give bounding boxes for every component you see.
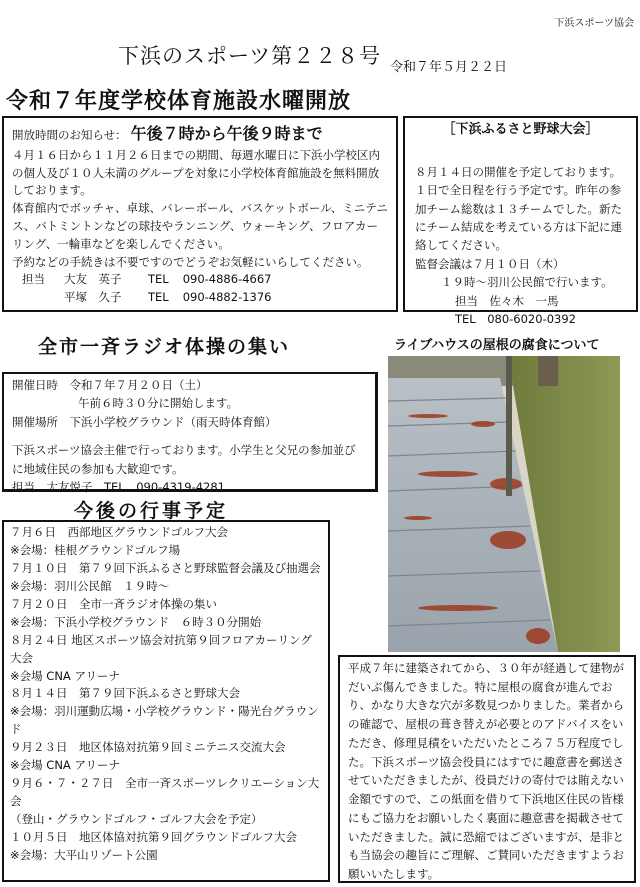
event-line: ９月２３日 地区体協対抗第９回ミニテニス交流大会	[10, 740, 286, 755]
contact-row	[12, 271, 388, 289]
baseball-title: ［下浜ふるさと野球大会］	[442, 122, 599, 137]
livehouse-title: ライブハウスの屋根の腐食について	[394, 338, 600, 353]
livehouse-body: 平成７年に建築されてから、３０年が経過して建物がだいぶ傷んできました。特に屋根の腐食が進んでおり、かなり大きな穴が多数見つかりました。業者からの確認で、屋根の葺き替えが必要とのアドバイスをいただき、修理見積をいただいたところ７５万程度でした。下浜スポーツ協会役員にはすでに趣意書を郵送させていただきましたが、役員だけの寄付では賄えない金額ですので、この紙面を借りて下浜地区住民の皆様にもご協力をお願いしたく裏面に趣意書を掲載させていただきました。誠に恐縮ではございますが、是非とも当協会の趣旨にご理解、ご賛同いただきますようお願いいたします。	[348, 661, 624, 882]
livehouse-box	[338, 655, 636, 883]
open-notice-paragraph: 体育館内でボッチャ、卓球、バレーボール、バスケットボール、ミニテニス、バトミントンなどの球技やランニング、ウォーキング、フロアカーリング、一輪車などを楽しんでください。	[12, 201, 388, 251]
baseball-box	[403, 116, 638, 326]
issue-date: 令和７年５月２２日	[390, 60, 508, 75]
contact-row	[12, 289, 388, 307]
radio-date: 開催日時 令和７年７月２０日（土）	[12, 378, 208, 392]
contact-name: 平塚 久子	[64, 290, 122, 305]
contact-tel-label: TEL	[148, 272, 169, 287]
radio-time: 午前６時３０分に開始します。	[78, 396, 239, 411]
event-line: ※会場：大平山リゾート公園	[10, 847, 158, 862]
event-line: ※会場：羽川運動広場・小学校グラウンド・陽光台グラウンド	[10, 704, 319, 737]
baseball-meeting-time: １９時～羽川公民館で行います。	[441, 275, 613, 290]
event-line: ※会場：羽川公民館 １９時～	[10, 578, 170, 593]
organization-name: 下浜スポーツ協会	[554, 18, 634, 29]
event-line: ８月１４日 第７９回下浜ふるさと野球大会	[10, 686, 240, 701]
contact-tel: 090-4882-1376	[182, 290, 272, 305]
radio-exercise-title: 全市一斉ラジオ体操の集い	[38, 336, 291, 358]
event-line: ８月２４日 地区スポーツ協会対抗第９回フロアカーリング大会	[10, 632, 312, 665]
main-heading: 令和７年度学校体育施設水曜開放	[6, 89, 352, 114]
event-line: １０月５日 地区体協対抗第９回グラウンドゴルフ大会	[10, 829, 298, 844]
events-box	[2, 520, 330, 882]
event-line: ７月２０日 全市一斉ラジオ体操の集い	[10, 596, 217, 611]
event-line: ※会場 CNA アリーナ	[10, 668, 120, 683]
radio-body: 下浜スポーツ協会主催で行っております。小学生と父兄の参加並びに地域住民の参加も大歓迎です。	[12, 443, 356, 476]
contact-tel-label: TEL	[148, 290, 169, 305]
open-time-label: 開放時間のお知らせ：	[12, 128, 127, 142]
event-line: （登山・グラウンドゴルフ・ゴルフ大会を予定）	[10, 812, 263, 826]
contact-role	[22, 289, 50, 307]
events-title: 今後の行事予定	[74, 500, 229, 522]
contact-role: 担当	[22, 272, 45, 287]
event-line: ９月６・７・２７日 全市一斉スポーツレクリエーション大会	[10, 776, 320, 809]
event-line: ※会場 CNA アリーナ	[10, 758, 120, 773]
issue-title: 下浜のスポーツ第２２８号	[118, 44, 382, 68]
open-time-value: 午後７時から午後９時まで	[130, 124, 323, 143]
contact-tel: 090-4886-4667	[182, 272, 272, 287]
event-line: ７月１０日 第７９回下浜ふるさと野球監督会議及び抽選会	[10, 560, 321, 575]
baseball-contact-tel: TEL 080-6020-0392	[455, 311, 576, 326]
event-line: ※会場：桂根グラウンドゴルフ場	[10, 542, 181, 557]
open-notice-paragraph: 予約などの手続きは不要ですのでどうぞお気軽にいらしてください。	[12, 254, 369, 269]
event-line: ※会場：下浜小学校グラウンド ６時３０分開始	[10, 614, 262, 629]
radio-contact: 担当 大友悦子 TEL 090-4319-4281	[12, 479, 225, 494]
baseball-body: ８月１４日の開催を予定しております。１日で全日程を行う予定です。昨年の参加チーム総数は１３チームでした。新たにチーム結成を考えている方は下記に連絡してください。	[415, 164, 622, 253]
contact-name: 大友 英子	[64, 272, 122, 287]
baseball-contact-name: 担当 佐々木 一馬	[455, 293, 559, 308]
open-notice-box	[2, 116, 398, 312]
radio-exercise-box	[2, 372, 378, 492]
corroded-roof-photo	[388, 356, 620, 652]
baseball-meeting: 監督会議は７月１０日（木）	[415, 256, 565, 271]
event-line: ７月６日 西部地区グラウンドゴルフ大会	[10, 525, 229, 539]
open-notice-paragraph: ４月１６日から１１月２６日までの期間、毎週水曜日に下浜小学校区内の個人及び１０人未満のグループを対象に小学校体育館施設を無料開放しております。	[12, 147, 380, 198]
open-time-notice	[12, 122, 388, 147]
radio-place: 開催場所 下浜小学校グラウンド（雨天時体育館）	[12, 414, 277, 429]
